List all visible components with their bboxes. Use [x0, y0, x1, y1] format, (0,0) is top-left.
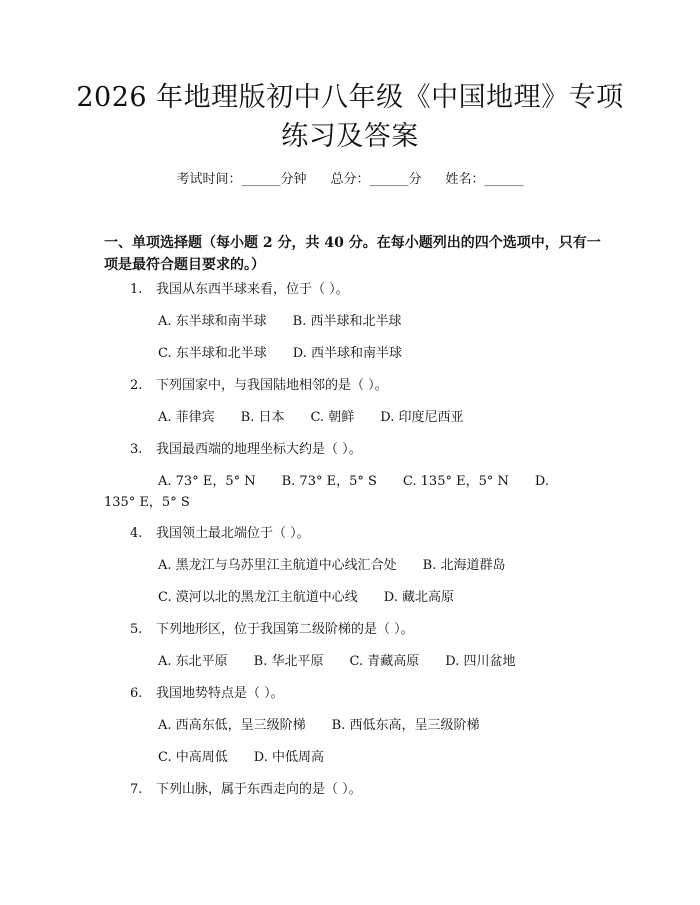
question-4-text: 我国领土最北端位于（ ）。: [156, 526, 310, 541]
question-4-option-d: D. 藏北高原: [383, 590, 454, 605]
question-4-option-b: B. 北海道群岛: [422, 558, 506, 573]
question-1-stem: [130, 281, 349, 299]
question-2-text: 下列国家中，与我国陆地相邻的是（ ）。: [156, 378, 388, 393]
question-3-text: 我国最西端的地理坐标大约是（ ）。: [156, 442, 362, 457]
question-1-option-c: C. 东半球和北半球: [158, 346, 267, 361]
question-3-number: 3.: [130, 442, 143, 457]
question-5-option-d: D. 四川盆地: [445, 654, 516, 669]
question-2-option-a: A. 菲律宾: [158, 410, 215, 425]
question-2-stem: [130, 377, 388, 395]
title-line-1: 2026 年地理版初中八年级《中国地理》专项: [76, 82, 624, 113]
total-score: 总分：______分: [330, 172, 422, 187]
question-5-text: 下列地形区，位于我国第二级阶梯的是（ ）。: [156, 622, 414, 637]
question-6-options-row2: [158, 749, 324, 767]
title-line-2: 练习及答案: [281, 121, 419, 152]
question-1-text: 我国从东西半球来看，位于（ ）。: [156, 282, 349, 297]
question-1-option-d: D. 西半球和南半球: [292, 346, 402, 361]
question-1-option-b: B. 西半球和北半球: [292, 314, 402, 329]
question-3-options-row2: [104, 494, 190, 512]
question-3-stem: [130, 441, 362, 459]
question-6-number: 6.: [130, 686, 143, 701]
question-3-option-d-label: D.: [534, 474, 549, 489]
question-7-number: 7.: [130, 782, 143, 797]
question-5-option-c: C. 青藏高原: [349, 654, 420, 669]
question-7-text: 下列山脉，属于东西走向的是（ ）。: [156, 782, 362, 797]
question-3-option-c: C. 135° E，5° N: [402, 474, 509, 489]
question-3-option-b: B. 73° E，5° S: [281, 474, 377, 489]
section-title: 一、单项选择题（每小题 2 分，共 40 分。在每小题列出的四个选项中，只有一项是最符合题目要求的。）: [104, 235, 601, 273]
question-1-options-row2: [158, 345, 402, 363]
question-4-option-a: A. 黑龙江与乌苏里江主航道中心线汇合处: [158, 558, 397, 573]
question-1-number: 1.: [130, 282, 143, 297]
question-5-stem: [130, 621, 414, 639]
question-6-text: 我国地势特点是（ ）。: [156, 686, 284, 701]
question-4-options-row2: [158, 589, 454, 607]
question-6-option-d: D. 中低周高: [253, 750, 324, 765]
question-3-option-a: A. 73° E，5° N: [158, 474, 256, 489]
question-2-options: [158, 409, 463, 427]
question-4-stem: [130, 525, 310, 543]
question-1-options-row1: [158, 313, 401, 331]
question-6-option-b: B. 西低东高，呈三级阶梯: [331, 718, 480, 733]
question-6-stem: [130, 685, 284, 703]
question-5-options: [158, 653, 515, 671]
question-7-stem: [130, 781, 362, 799]
question-5-option-a: A. 东北平原: [158, 654, 228, 669]
question-3-options-row1: [158, 473, 549, 491]
question-5-number: 5.: [130, 622, 143, 637]
question-3-option-d-value: 135° E，5° S: [104, 495, 190, 510]
exam-time: 考试时间：______分钟: [176, 172, 307, 187]
question-2-option-d: D. 印度尼西亚: [380, 410, 464, 425]
exam-meta: [0, 168, 700, 187]
question-4-number: 4.: [130, 526, 143, 541]
question-6-option-c: C. 中高周低: [158, 750, 228, 765]
question-2-number: 2.: [130, 378, 143, 393]
question-4-option-c: C. 漠河以北的黑龙江主航道中心线: [158, 590, 358, 605]
student-name: 姓名：______: [445, 172, 524, 187]
question-6-option-a: A. 西高东低，呈三级阶梯: [158, 718, 306, 733]
question-6-options-row1: [158, 717, 479, 735]
question-2-option-b: B. 日本: [240, 410, 285, 425]
question-1-option-a: A. 东半球和南半球: [158, 314, 267, 329]
question-2-option-c: C. 朝鲜: [310, 410, 355, 425]
question-5-option-b: B. 华北平原: [253, 654, 324, 669]
question-4-options-row1: [158, 557, 505, 575]
